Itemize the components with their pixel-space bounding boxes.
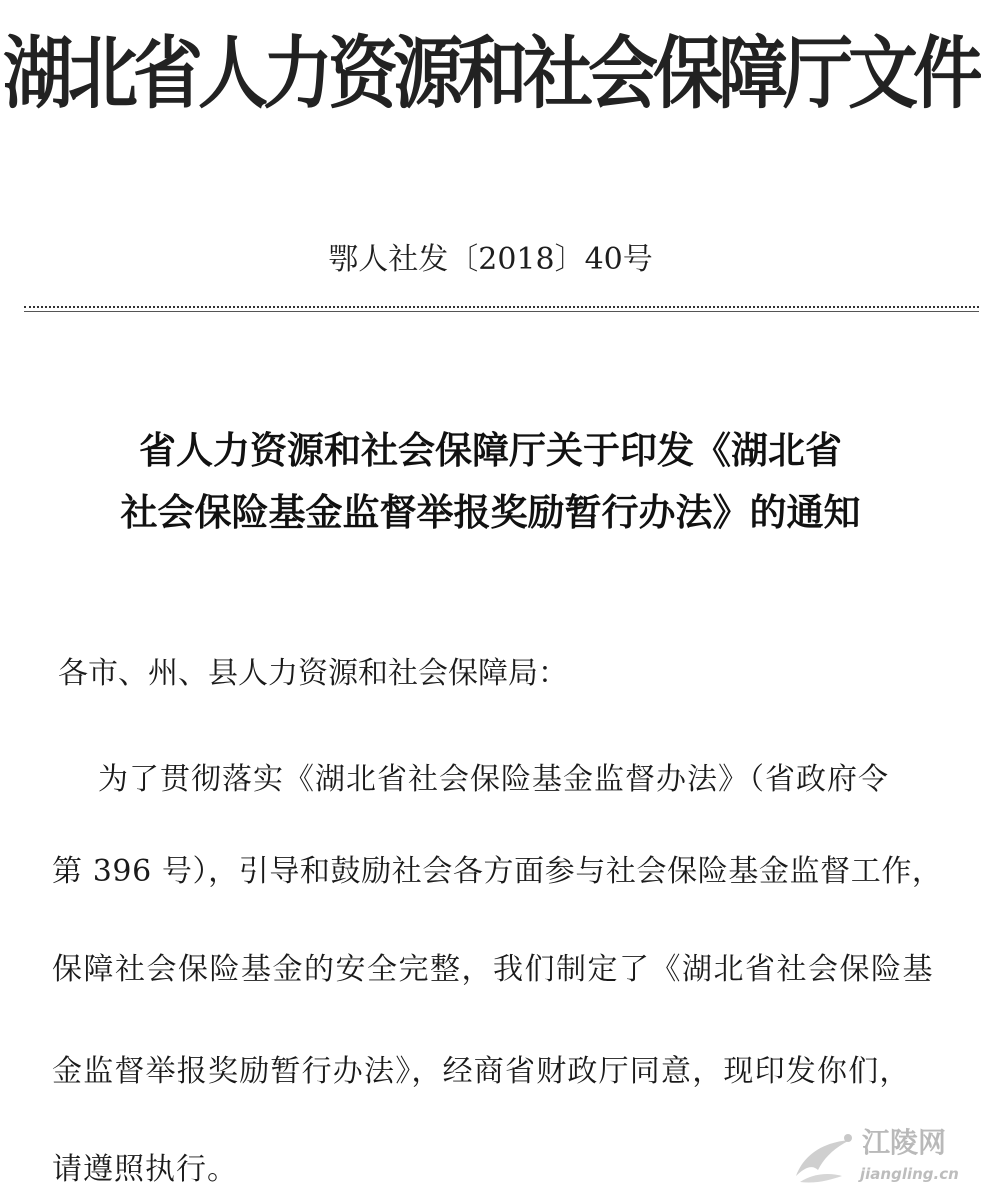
- document-number: 鄂人社发〔2018〕40号: [328, 242, 653, 277]
- notice-title-line-2: 社会保险基金监督举报奖励暂行办法》的通知: [120, 491, 861, 534]
- notice-title-line-1: 省人力资源和社会保障厅关于印发《湖北省: [139, 429, 842, 472]
- body-line-2: 第 396 号），引导和鼓励社会各方面参与社会保险基金监督工作，: [52, 854, 943, 889]
- body-line-5: 请遵照执行。: [52, 1152, 238, 1187]
- header-divider-line: [24, 311, 979, 312]
- bird-swoosh-logo-icon: [790, 1124, 860, 1190]
- masthead-title: 湖北省人力资源和社会保障厅文件: [3, 27, 978, 120]
- watermark-site-name: 江陵网: [862, 1126, 947, 1159]
- salutation: 各市、州、县人力资源和社会保障局：: [58, 656, 568, 691]
- body-line-1: 为了贯彻落实《湖北省社会保险基金监督办法》（省政府令: [98, 762, 889, 797]
- body-line-3: 保障社会保险基金的安全完整，我们制定了《湖北省社会保险基: [52, 952, 934, 987]
- site-watermark: [790, 1124, 975, 1190]
- body-line-4: 金监督举报奖励暂行办法》，经商省财政厅同意，现印发你们，: [52, 1054, 911, 1089]
- header-divider: [24, 306, 979, 308]
- watermark-site-url: jiangling.cn: [860, 1165, 959, 1183]
